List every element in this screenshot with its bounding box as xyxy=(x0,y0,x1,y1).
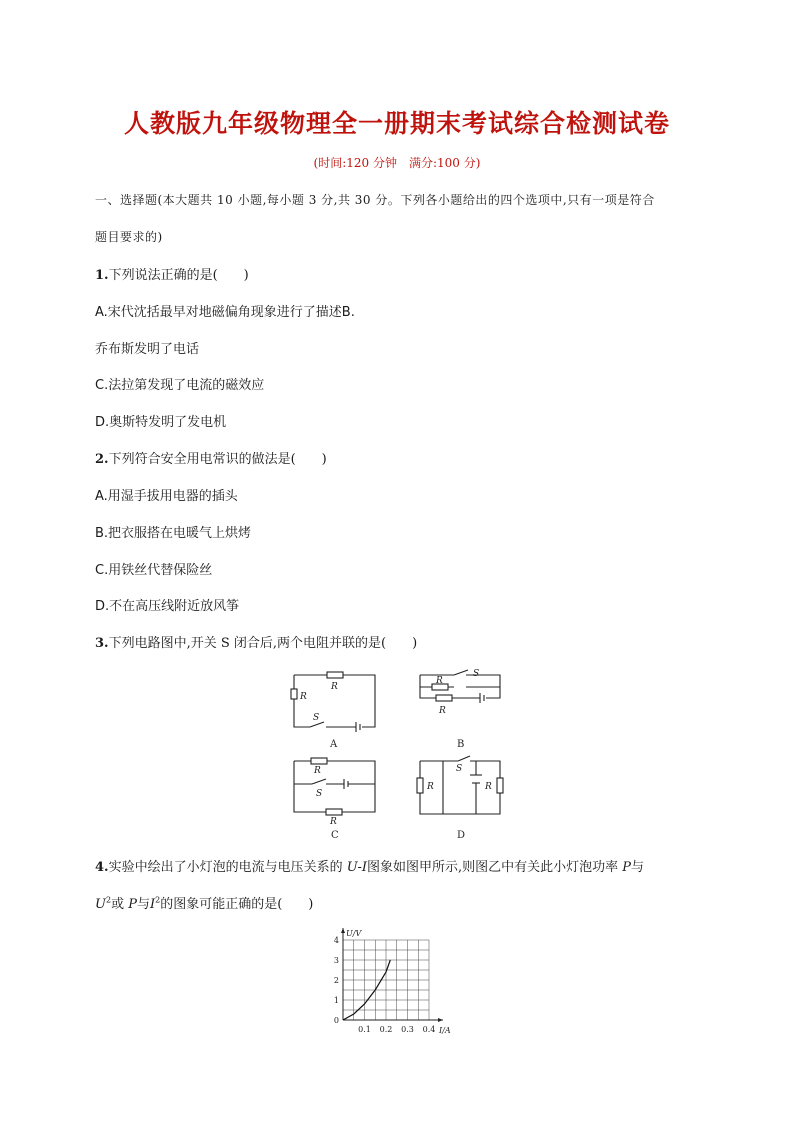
label-d: D xyxy=(457,830,466,841)
power-symbol: P xyxy=(622,860,632,875)
y-tick-label: 3 xyxy=(333,956,339,965)
x-tick-label: 0.4 xyxy=(422,1025,436,1034)
voltage-symbol: U xyxy=(95,897,106,912)
circuit-c xyxy=(294,758,375,815)
resistor-icon xyxy=(327,672,343,678)
label-r: R xyxy=(427,782,434,792)
label-r: R xyxy=(436,676,443,686)
question-stem: 下列说法正确的是( ) xyxy=(108,268,249,283)
question-4 xyxy=(95,856,644,875)
label-s: S xyxy=(313,713,320,723)
resistor-icon xyxy=(326,809,342,815)
label-s: S xyxy=(316,789,323,799)
q1-option-c: C.法拉第发现了电流的磁效应 xyxy=(95,378,265,393)
section-heading-line2: 题目要求的) xyxy=(95,230,163,244)
resistor-icon xyxy=(497,778,503,793)
power-symbol: P xyxy=(128,897,137,912)
question-stem-part1: 实验中绘出了小灯泡的电流与电压关系的 xyxy=(108,860,343,875)
x-tick-label: 0.2 xyxy=(379,1025,393,1034)
x-tick-label: 0.1 xyxy=(358,1025,371,1034)
question-number: 4. xyxy=(95,860,109,875)
question-1 xyxy=(95,264,249,283)
label-s: S xyxy=(473,669,480,679)
y-tick-label: 4 xyxy=(333,936,339,945)
x-tick-label: 0.3 xyxy=(401,1025,414,1034)
resistor-icon xyxy=(291,689,297,699)
y-tick-label: 1 xyxy=(333,996,339,1005)
y-axis-label: U/V xyxy=(346,929,362,938)
ui-symbol: U-I xyxy=(346,860,367,875)
question-3 xyxy=(95,632,417,651)
label-r: R xyxy=(331,682,338,692)
q1-option-b: 乔布斯发明了电话 xyxy=(95,342,200,357)
label-r: R xyxy=(300,692,307,702)
resistor-icon xyxy=(417,778,423,793)
current-symbol: I xyxy=(149,897,156,912)
resistor-icon xyxy=(436,695,452,701)
y-axis-arrow xyxy=(341,928,345,933)
text-or: 或 xyxy=(111,897,125,912)
q2-option-b: B.把衣服搭在电暖气上烘烤 xyxy=(95,526,252,541)
q1-option-a: A.宋代沈括最早对地磁偏角现象进行了描述B. xyxy=(95,305,355,320)
text-with: 与 xyxy=(136,897,150,912)
question-number: 1. xyxy=(95,268,109,283)
superscript: 2 xyxy=(155,895,161,905)
question-number: 3. xyxy=(95,636,109,651)
section-heading-line1: 一、选择题(本大题共 10 小题,每小题 3 分,共 30 分。下列各小题给出的四个选项中,只有一项是符合 xyxy=(95,193,655,207)
question-stem: 下列符合安全用电常识的做法是( ) xyxy=(108,452,327,467)
switch-icon xyxy=(458,756,470,761)
label-s: S xyxy=(456,764,463,774)
question-stem-part2: 图象如图甲所示,则图乙中有关此小灯泡功率 xyxy=(367,860,619,875)
question-4-line2 xyxy=(95,893,313,912)
y-tick-label: 0 xyxy=(333,1016,339,1025)
label-r: R xyxy=(330,817,337,827)
switch-icon xyxy=(454,670,468,675)
q2-option-a: A.用湿手拔用电器的插头 xyxy=(95,489,238,504)
q2-option-d: D.不在高压线附近放风筝 xyxy=(95,599,240,614)
q2-option-c: C.用铁丝代替保险丝 xyxy=(95,563,213,578)
switch-icon xyxy=(312,779,326,784)
label-r: R xyxy=(439,706,446,716)
label-r: R xyxy=(485,782,492,792)
ui-graph xyxy=(325,925,465,1037)
circuit-b xyxy=(420,670,500,703)
label-r: R xyxy=(314,766,321,776)
x-axis-label: I/A xyxy=(439,1026,451,1035)
question-stem: 下列电路图中,开关 S 闭合后,两个电阻并联的是( ) xyxy=(108,636,418,651)
circuit-diagrams xyxy=(280,665,520,845)
label-b: B xyxy=(457,739,465,750)
label-a: A xyxy=(330,739,338,750)
q1-option-d: D.奥斯特发明了发电机 xyxy=(95,415,227,430)
superscript: 2 xyxy=(105,895,112,905)
question-stem-part3: 与 xyxy=(631,860,645,875)
circuit-a xyxy=(291,672,375,732)
resistor-icon xyxy=(311,758,327,764)
label-c: C xyxy=(331,830,339,841)
y-tick-label: 2 xyxy=(333,976,339,985)
question-stem-end: 的图象可能正确的是( ) xyxy=(160,897,314,912)
question-number: 2. xyxy=(95,452,109,467)
question-2 xyxy=(95,448,327,467)
exam-time-score: (时间:120 分钟 满分:100 分) xyxy=(313,156,481,170)
page-title: 人教版九年级物理全一册期末考试综合检测试卷 xyxy=(123,109,670,138)
x-axis-arrow xyxy=(438,1018,443,1022)
